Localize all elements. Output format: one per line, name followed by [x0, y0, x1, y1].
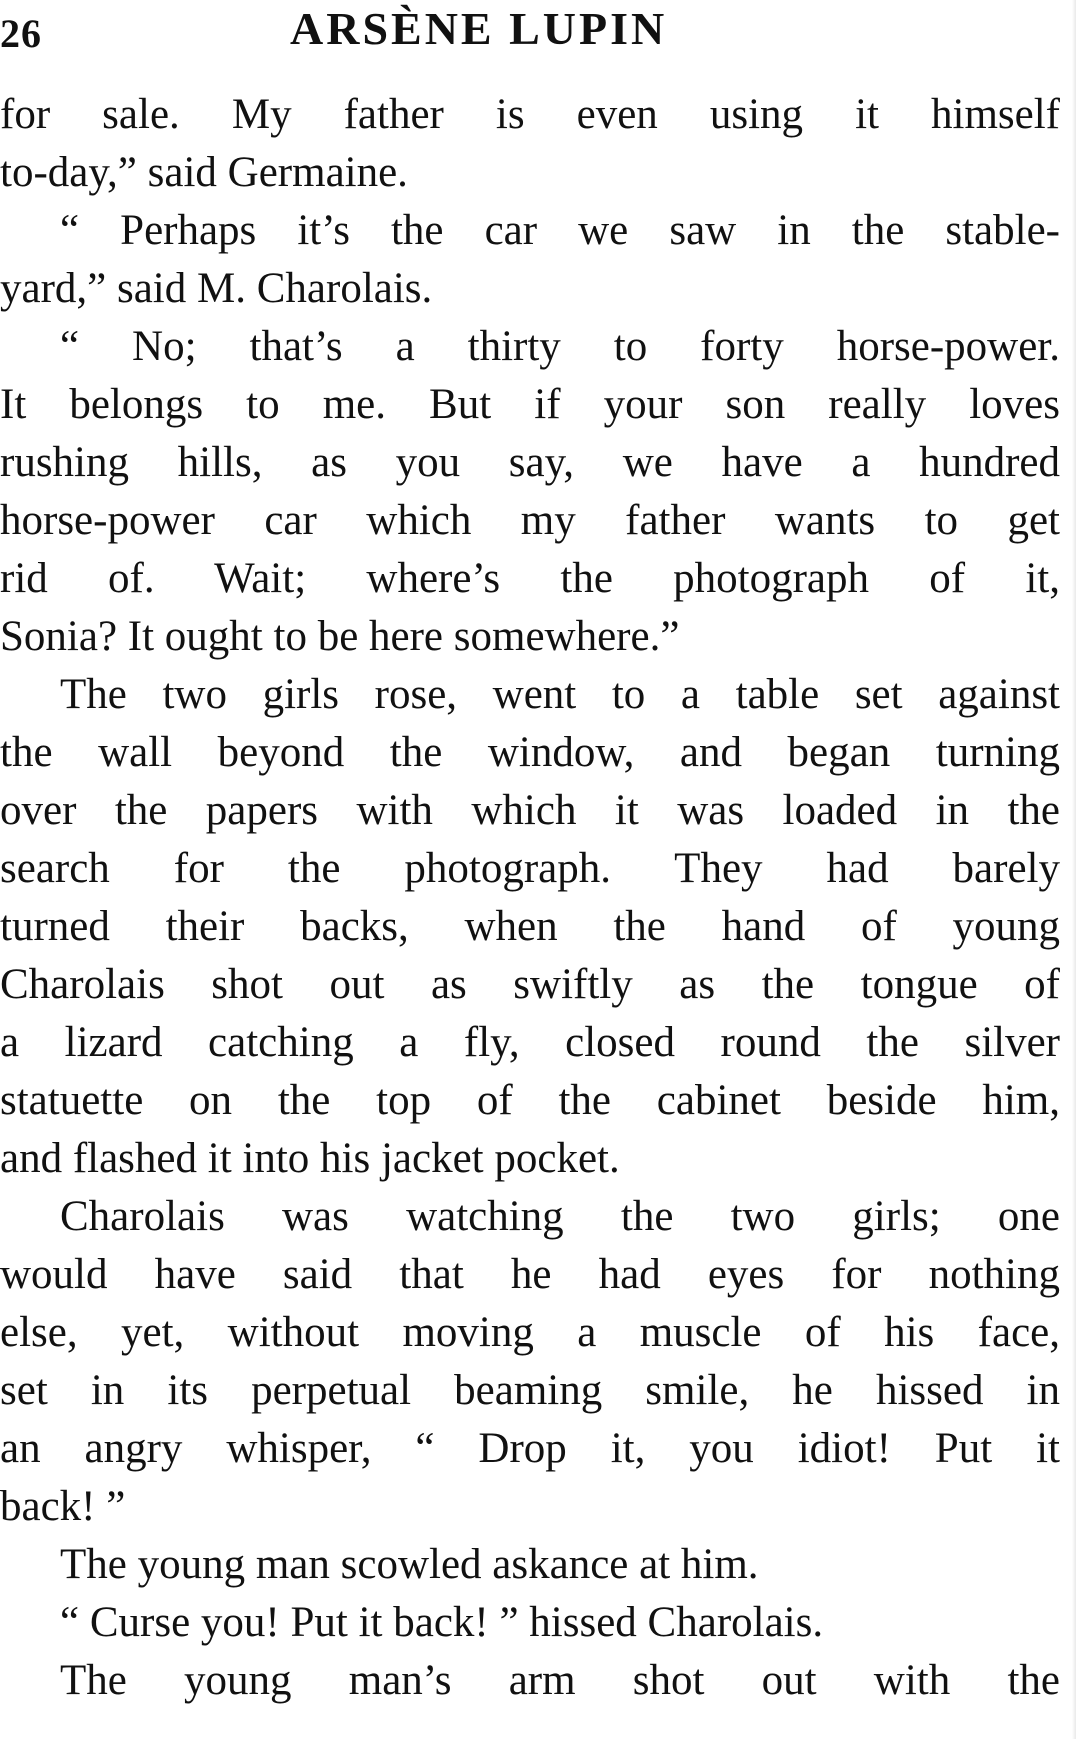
text-line: the wall beyond the window, and began turning	[0, 729, 1060, 776]
text-line: turned their backs, when the hand of young	[0, 903, 1060, 950]
body-text	[0, 86, 1060, 1710]
text-line: statuette on the top of the cabinet beside him,	[0, 1077, 1060, 1124]
page-header	[0, 2, 1076, 62]
text-line: The young man’s arm shot out with the	[60, 1657, 1060, 1704]
scan-edge	[1072, 0, 1076, 1739]
text-line: Charolais shot out as swiftly as the tongue of	[0, 961, 1060, 1008]
text-line: set in its perpetual beaming smile, he hissed in	[0, 1367, 1060, 1414]
text-line: “ Curse you! Put it back! ” hissed Charolais.	[60, 1599, 824, 1646]
text-line: rid of. Wait; where’s the photograph of it,	[0, 555, 1060, 602]
text-line: else, yet, without moving a muscle of his face,	[0, 1309, 1060, 1356]
text-line: “ Perhaps it’s the car we saw in the stable-	[60, 207, 1060, 254]
text-line: would have said that he had eyes for nothing	[0, 1251, 1060, 1298]
text-line: to-day,” said Germaine.	[0, 149, 408, 196]
text-line: an angry whisper, “ Drop it, you idiot! Put it	[0, 1425, 1060, 1472]
text-line: back! ”	[0, 1483, 126, 1530]
text-line: It belongs to me. But if your son really loves	[0, 381, 1060, 428]
text-line: horse-power car which my father wants to get	[0, 497, 1060, 544]
text-line: Charolais was watching the two girls; one	[60, 1193, 1060, 1240]
text-line: a lizard catching a fly, closed round the silver	[0, 1019, 1060, 1066]
running-head-title: ARSÈNE LUPIN	[290, 3, 668, 54]
text-line: Sonia? It ought to be here somewhere.”	[0, 613, 680, 660]
text-line: The young man scowled askance at him.	[60, 1541, 759, 1588]
text-line: search for the photograph. They had barely	[0, 845, 1060, 892]
text-line: rushing hills, as you say, we have a hundred	[0, 439, 1060, 486]
text-line: yard,” said M. Charolais.	[0, 265, 433, 312]
text-line: The two girls rose, went to a table set against	[60, 671, 1060, 718]
page-number: 26	[0, 11, 42, 56]
text-line: for sale. My father is even using it himself	[0, 91, 1060, 138]
text-line: and flashed it into his jacket pocket.	[0, 1135, 620, 1182]
text-line: “ No; that’s a thirty to forty horse-power.	[60, 323, 1060, 370]
text-line: over the papers with which it was loaded in the	[0, 787, 1060, 834]
